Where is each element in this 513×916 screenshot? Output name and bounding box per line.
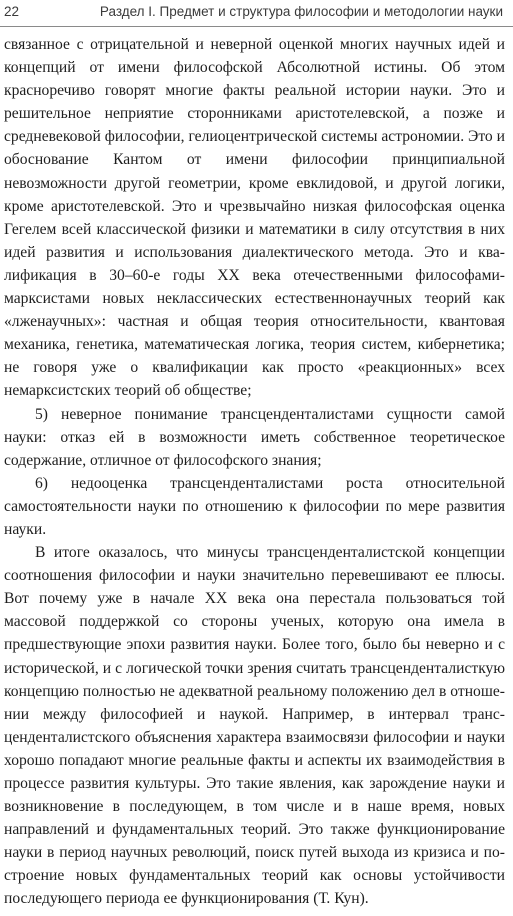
running-title: Раздел I. Предмет и структура философии и методологии науки: [99, 4, 503, 19]
paragraph-continuation: связанное с отрицательной и неверной оценкой многих научных идей и концепций от имени философской Абсолютной истины. Об этом красноречиво говорят многие факты реальной истории науки. Это и решительное неприятие сторонниками аристотелевской, а позже и средневековой философии, гелиоцентрической системы астрономии. Это и обоснование Кантом от имени философии принципиальной невозможности другой геометрии, кроме евклидовой, и другой логики, кроме аристотелевской. Это и чрезвычайно низкая философская оценка Гегелем всей классической физики и математики в силу отсутствия в них идей развития и использования диалектического метода. Это и квалификация в 30–60-е годы XX века отечественными философами-марксистами новых неклассических естественнонаучных теорий как «лженаучных»: частная и общая теория относительности, квантовая механика, генетика, математическая логика, теория систем, кибернетика; не говоря уже о квалификации как просто «реакционных» всех немарксистских теорий об обществе;: [4, 36, 505, 400]
paragraph-item-5: 5) неверное понимание трансценденталистами сущности самой науки: отказ ей в возможности иметь собственное теоретическое содержание, отличное от философского знания;: [4, 405, 505, 469]
paragraph-item-6: 6) недооценка трансценденталистами роста относительной самостоятельности науки по отношению к философии по мере развития науки.: [4, 474, 505, 538]
header-divider: [0, 26, 513, 27]
page-header: [4, 4, 503, 24]
paragraph-conclusion: В итоге оказалось, что минусы трансценденталистской концепции соотношения философии и науки значительно перевешивают ее плюсы. Вот почему уже в начале XX века она перестала пользоваться той массовой поддержкой со стороны ученых, которую она имела в предшествующие эпохи развития науки. Более того, было бы неверно и с исторической, и с логической точки зрения считать трансценденталисткую концепцию полностью не адекватной реальному положению дел в отношении между философией и наукой. Например, в интервал трансценденталистского объяснения характера взаимосвязи философии и науки хорошо попадают многие реальные факты и аспекты их взаимодействия в процессе развития культуры. Это такие явления, как зарождение науки и возникновение в последующем, в том числе и в наше время, новых направлений и фундаментальных теорий. Это также функционирование науки в период научных революций, поиск путей выхода из кризиса и построение новых фундаментальных теорий как основы устойчивости последующего периода ее функционирования (Т. Кун).: [4, 544, 505, 908]
body-text: [4, 33, 505, 911]
page-number: 22: [4, 4, 20, 19]
